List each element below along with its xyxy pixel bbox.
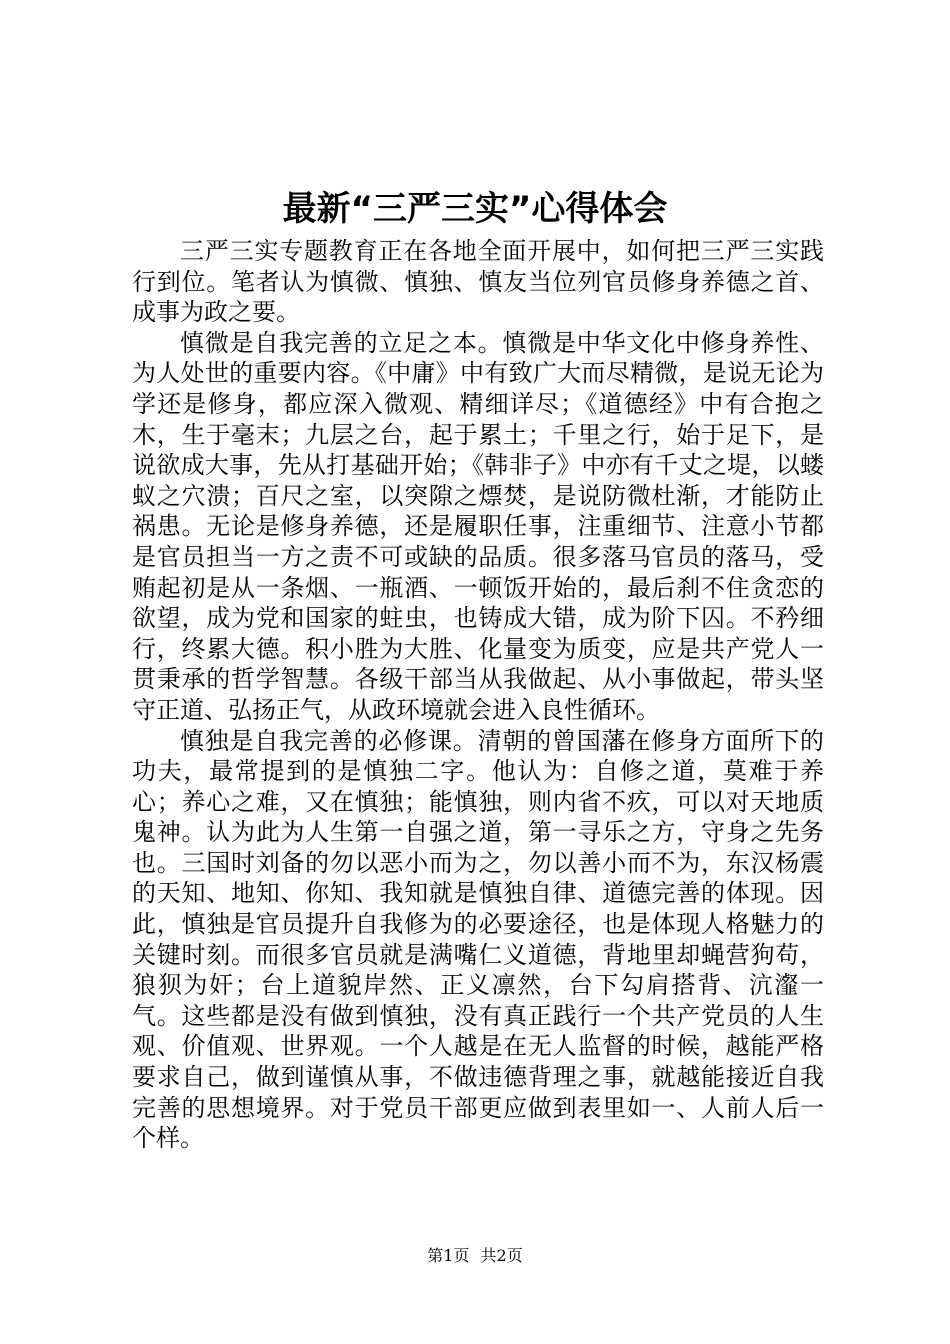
page-number: 第1页	[427, 1246, 470, 1265]
page-total: 共2页	[480, 1246, 523, 1265]
paragraph-intro: 三严三实专题教育正在各地全面开展中，如何把三严三实践行到位。笔者认为慎微、慎独、慎友当位列官员修身养德之首、成事为政之要。	[132, 237, 824, 327]
page-footer	[0, 1244, 950, 1268]
paragraph-shendu: 慎独是自我完善的必修课。清朝的曾国藩在修身方面所下的功夫，最常提到的是慎独二字。他认为：自修之道，莫难于养心；养心之难，又在慎独；能慎独，则内省不疚，可以对天地质鬼神。认为此为人生第一自强之道，第一寻乐之方，守身之先务也。三国时刘备的勿以恶小而为之，勿以善小而不为，东汉杨震的天知、地知、你知、我知就是慎独自律、道德完善的体现。因此，慎独是官员提升自我修为的必要途径，也是体现人格魅力的关键时刻。而很多官员就是满嘴仁义道德，背地里却蝇营狗苟，狼狈为奸；台上道貌岸然、正义凛然，台下勾肩搭背、沆瀣一气。这些都是没有做到慎独，没有真正践行一个共产党员的人生观、价值观、世界观。一个人越是在无人监督的时候，越能严格要求自己，做到谨慎从事，不做违德背理之事，就越能接近自我完善的思想境界。对于党员干部更应做到表里如一、人前人后一个样。	[132, 726, 824, 1153]
paragraph-shenwei: 慎微是自我完善的立足之本。慎微是中华文化中修身养性、为人处世的重要内容。《中庸》中有致广大而尽精微，是说无论为学还是修身，都应深入微观、精细详尽；《道德经》中有合抱之木，生于毫末；九层之台，起于累土；千里之行，始于足下，是说欲成大事，先从打基础开始；《韩非子》中亦有千丈之堤，以蝼蚁之穴溃；百尺之室，以突隙之熛焚，是说防微杜渐，才能防止祸患。无论是修身养德，还是履职任事，注重细节、注意小节都是官员担当一方之责不可或缺的品质。很多落马官员的落马，受贿起初是从一条烟、一瓶酒、一顿饭开始的，最后刹不住贪恋的欲望，成为党和国家的蛀虫，也铸成大错，成为阶下囚。不矜细行，终累大德。积小胜为大胜、化量变为质变，应是共产党人一贯秉承的哲学智慧。各级干部当从我做起、从小事做起，带头坚守正道、弘扬正气，从政环境就会进入良性循环。	[132, 328, 824, 724]
document-body	[132, 236, 824, 1154]
document-title: 最新“三严三实”心得体会	[282, 189, 668, 229]
